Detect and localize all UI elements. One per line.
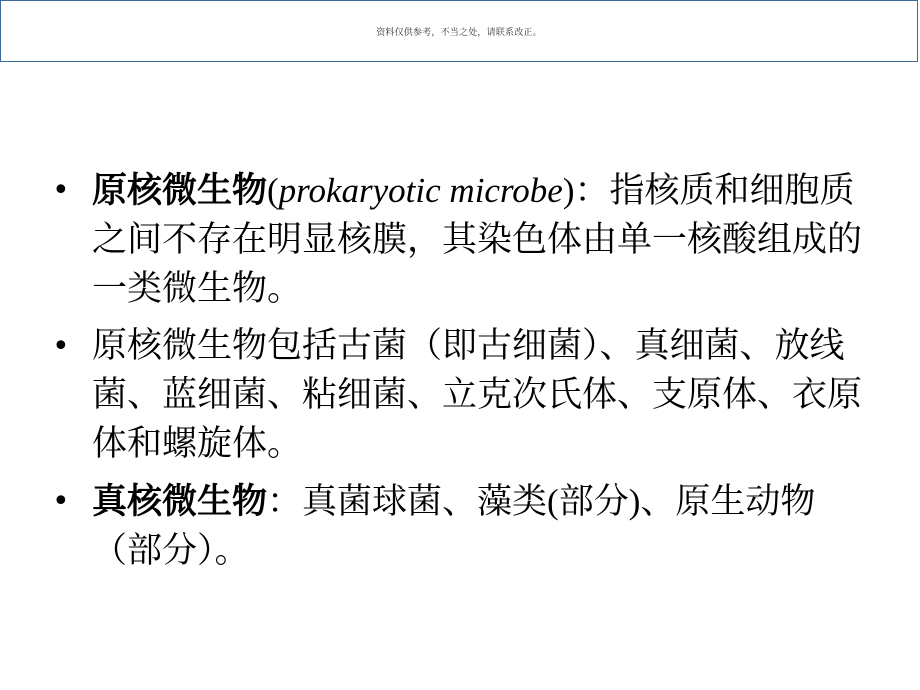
eukaryotic-text-a: ：真菌球菌、藻类 — [267, 482, 548, 522]
paren-open: ( — [547, 482, 559, 521]
definition-text: ：指核质和细胞质之间不存在明显核膜，其染色体由单一核酸组成的一类微生物。 — [92, 171, 863, 309]
paren-word: 部分 — [558, 482, 629, 522]
bullet-prokaryotic-members — [52, 322, 872, 469]
paren-close: ) — [628, 482, 641, 521]
eukaryotic-text-b: 、原生动物（部分）。 — [92, 482, 816, 571]
bullet-dot-icon: • — [52, 484, 70, 519]
disclaimer-bar — [0, 0, 918, 62]
term-prokaryotic: 原核微生物 — [92, 170, 268, 211]
disclaimer-text: 资料仅供参考，不当之处，请联系改正。 — [376, 28, 542, 38]
paren-close: ) — [562, 171, 575, 210]
bullet-dot-icon: • — [52, 329, 70, 364]
latin-term: prokaryotic microbe — [278, 171, 563, 210]
bullet-prokaryotic-definition — [52, 166, 872, 314]
term-eukaryotic: 真核微生物 — [92, 481, 268, 522]
slide-content — [52, 166, 872, 584]
bullet-dot-icon: • — [52, 173, 70, 208]
paren-open: ( — [267, 171, 279, 210]
members-text: 原核微生物包括古菌（即古细菌）、真细菌、放线菌、蓝细菌、粘细菌、立克次氏体、支原体、衣原体和螺旋体。 — [92, 326, 863, 464]
bullet-eukaryotic — [52, 477, 872, 576]
